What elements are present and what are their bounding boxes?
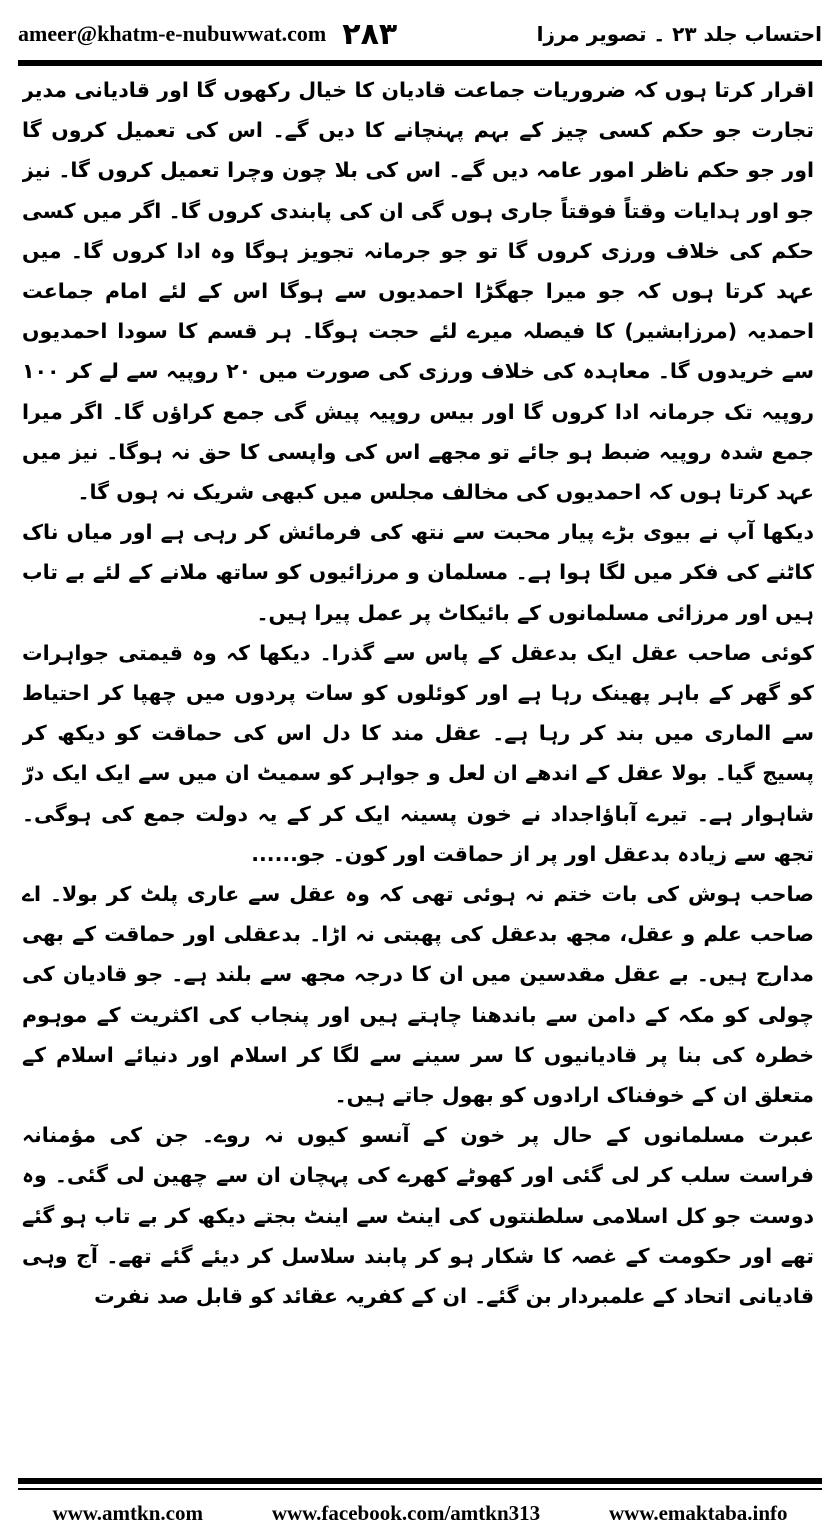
footer-link-amtkn[interactable]: www.amtkn.com [52, 1500, 203, 1525]
paragraph-2: دیکھا آپ نے بیوی بڑے پیار محبت سے نتھ کی فرمائش کر رہی ہے اور میاں ناک کاٹنے کی فکر میں لگا ہوا ہے۔ مسلمان و مرزائیوں کو ساتھ ملانے کے لئے بے تاب ہیں اور مرزائی مسلمانوں کے بائیکاٹ پر عمل پیرا ہیں۔ [22, 520, 814, 625]
header-email: ameer@khatm-e-nubuwwat.com [18, 21, 327, 46]
paragraph-1: اقرار کرتا ہوں کہ ضروریات جماعت قادیان کا خیال رکھوں گا اور قادیانی مدیر تجارت جو حکم کسی چیز کے بہم پہنچانے کا دیں گے۔ اس کی تعمیل کروں گا اور جو حکم ناظر امور عامہ دیں گے۔ اس کی بلا چون وچرا تعمیل کروں گا۔ نیز جو اور ہدایات وقتاً فوقتاً جاری ہوں گی ان کی پابندی کروں گا۔ اگر میں کسی حکم کی خلاف ورزی کروں گا تو جو جرمانہ تجویز ہوگا وہ ادا کروں گا۔ میں عہد کرتا ہوں کہ جو میرا جھگڑا احمدیوں سے ہوگا اس کے لئے امام جماعت احمدیہ (مرزابشیر) کا فیصلہ میرے لئے حجت ہوگا۔ ہر قسم کا سودا احمدیوں سے خریدوں گا۔ معاہدہ کی خلاف ورزی کی صورت میں ۲۰ روپیہ سے لے کر ۱۰۰ روپیہ تک جرمانہ ادا کروں گا اور بیس روپیہ پیش گی جمع کراؤں گا۔ اگر میرا جمع شدہ روپیہ ضبط ہو جائے تو مجھے اس کی واپسی کا حق نہ ہوگا۔ نیز میں عہد کرتا ہوں کہ احمدیوں کی مخالف مجلس میں کبھی شریک نہ ہوں گا۔ [22, 78, 814, 505]
paragraph-3: کوئی صاحب عقل ایک بدعقل کے پاس سے گذرا۔ دیکھا کہ وہ قیمتی جواہرات کو گھر کے باہر پھینک رہا ہے اور کوئلوں کو سات پردوں میں چھپا کر احتیاط سے الماری میں بند کر رہا ہے۔ عقل مند کا دل اس کی حماقت کو دیکھ کر پسیج گیا۔ بولا عقل کے اندھے ان لعل و جواہر کو سمیٹ ان میں سے ایک ایک درّ شاہوار ہے۔ تیرے آباؤاجداد نے خون پسینہ ایک کر کے یہ دولت جمع کی ہوگی۔ تجھ سے زیادہ بدعقل اور پر از حماقت اور کون۔ جو...... [22, 640, 814, 866]
footer-link-emaktaba[interactable]: www.emaktaba.info [609, 1500, 788, 1525]
paragraph-4: صاحب ہوش کی بات ختم نہ ہوئی تھی کہ وہ عقل سے عاری پلٹ کر بولا۔ اے صاحب علم و عقل، مجھ بدعقل کی پھبتی نہ اڑا۔ بدعقلی اور حماقت کے بھی مدارج ہیں۔ بے عقل مقدسین میں ان کا درجہ مجھ سے بلند ہے۔ جو قادیان کی چولی کو مکہ کے دامن سے باندھنا چاہتے ہیں اور پنجاب کی اکثریت کے موہوم خطرہ کی بنا پر قادیانیوں کا سر سینے سے لگا کر اسلام اور دنیائے اسلام کے متعلق ان کے خوفناک ارادوں کو بھول جاتے ہیں۔ [22, 882, 814, 1108]
page-footer [18, 1494, 822, 1532]
header-left-group [18, 17, 397, 52]
footer-rule-thin [18, 1488, 822, 1490]
page-body [22, 70, 814, 1460]
page-number: ۲۸۳ [342, 16, 398, 52]
paragraph-5: عبرت مسلمانوں کے حال پر خون کے آنسو کیوں نہ روے۔ جن کی مؤمنانہ فراست سلب کر لی گئی اور کھوٹے کھرے کی پہچان ان سے چھین لی گئی۔ وہ دوست جو کل اسلامی سلطنتوں کی اینٹ سے اینٹ بجتے دیکھ کر بے تاب ہو گئے تھے اور حکومت کے غصہ کا شکار ہو کر پابند سلاسل کر دیئے گئے تھے۔ آج وہی قادیانی اتحاد کے علمبردار بن گئے۔ ان کے کفریہ عقائد کو قابل صد نفرت [22, 1123, 814, 1309]
book-title: احتساب جلد ۲۳ ۔ تصویر مرزا [536, 22, 822, 46]
header-rule [18, 60, 822, 66]
footer-link-facebook[interactable]: www.facebook.com/amtkn313 [271, 1500, 541, 1525]
page-header [18, 14, 822, 54]
footer-rule-thick [18, 1478, 822, 1484]
